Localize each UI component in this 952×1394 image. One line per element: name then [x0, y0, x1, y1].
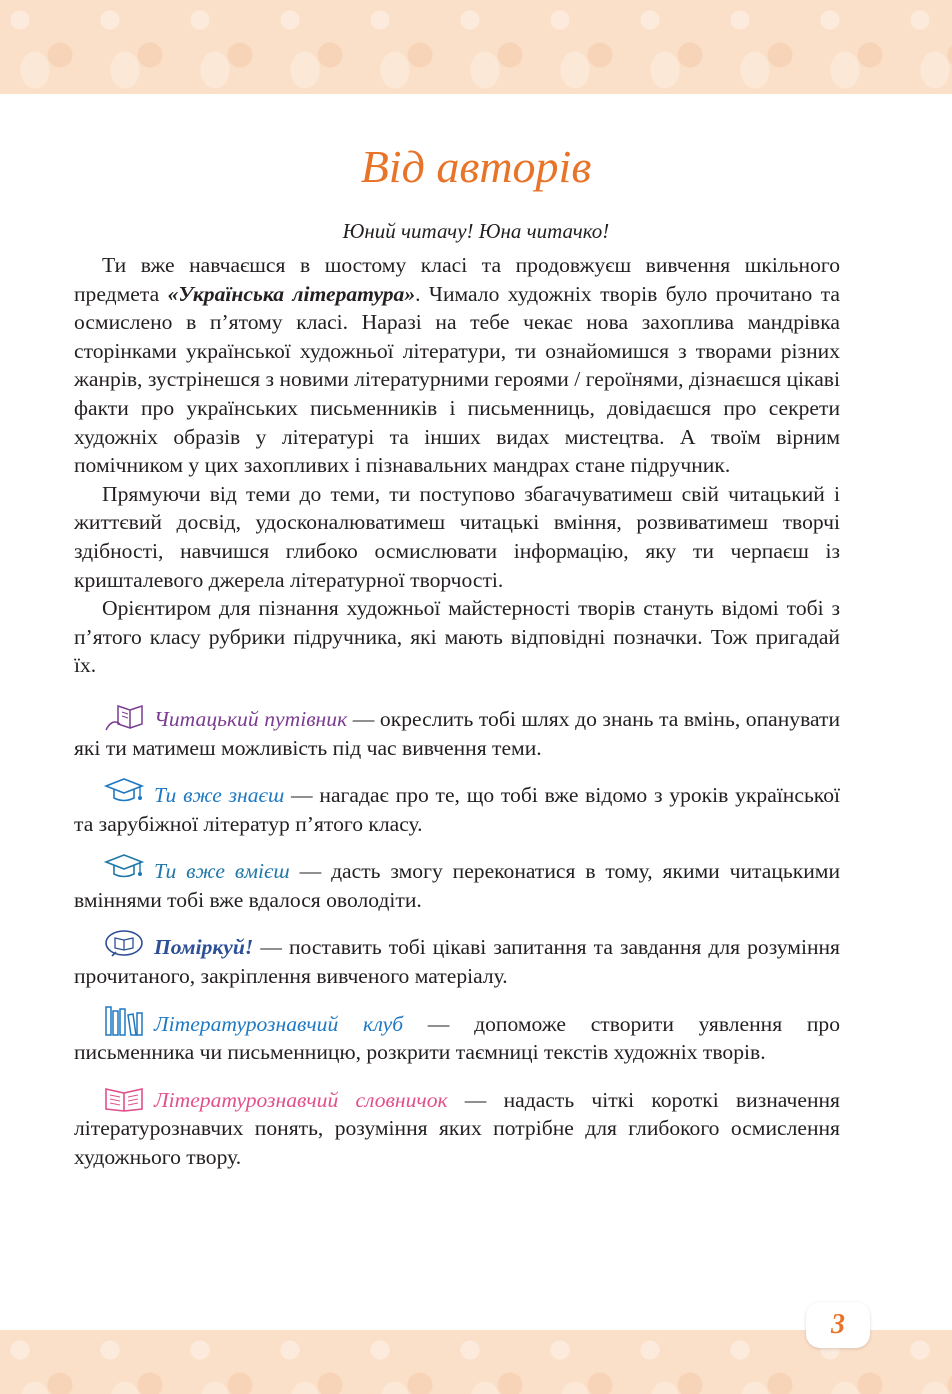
graduation-cap-icon — [102, 852, 148, 884]
subject-name: «Українська література» — [167, 281, 416, 306]
page-subtitle: Юний читачу! Юна читачко! — [342, 219, 610, 243]
page-title: Від авторів — [360, 141, 592, 192]
rubric-think: Поміркуй! — поставить тобі цікаві запитання та завдання для розуміння прочитаного, закріплення вивченого матеріалу. — [74, 928, 840, 990]
rubric-name: Поміркуй! — [154, 935, 254, 960]
rubric-literary-club: Літературознавчий клуб — допоможе створити уявлення про письменника чи письменницю, розкрити таємниці текстів художніх творів. — [74, 1005, 840, 1067]
rubric-name: Літературознавчий словничок — [154, 1087, 448, 1112]
intro-paragraph-3: Орієнтиром для пізнання художньої майстерності творів стануть відомі тобі з п’ятого класу рубрики підручника, які мають відповідні позначки. Тож пригадай їх. — [74, 596, 840, 678]
intro-paragraph-2: Прямуючи від теми до теми, ти поступово збагачуватимеш свій читацький і життєвий досвід, удосконалюватимеш читацькі вміння, розвиватимеш творчі здібності, навчишся глибоко осмислювати інформацію, яку ти черпаєш із кришталевого джерела літературної творчості. — [74, 481, 840, 592]
decorative-header-band — [0, 0, 952, 94]
rubric-name: Читацький путівник — [154, 706, 348, 731]
rubric-literary-glossary: Літературознавчий словничок — надасть чіткі короткі визначення літературознавчих понять, розуміння яких потрібне для глибокого осмислення художнього твору. — [74, 1081, 840, 1172]
graduation-cap-icon — [102, 776, 148, 808]
open-book-icon — [102, 1081, 148, 1113]
rubric-you-can: Ти вже вмієш — дасть змогу переконатися в тому, якими читацькими вміннями тобі вже вдалося оволодіти. — [74, 852, 840, 914]
rubric-name: Ти вже знаєш — [154, 783, 285, 808]
rubric-name: Літературознавчий клуб — [154, 1011, 404, 1036]
main-content — [74, 251, 840, 1172]
think-book-icon — [102, 928, 148, 960]
reader-guide-icon — [102, 700, 148, 732]
page-number: 3 — [806, 1302, 870, 1348]
intro-paragraph-1: Ти вже навчаєшся в шостому класі та продовжуєш вивчення шкільного предмета «Українська література». Чимало художніх творів було прочитано та осмислено в п’ятому класі. Наразі на тебе чекає нова захоплива мандрівка сторінками української художньої літератури, ти ознайомишся з творами різних жанрів, зустрінешся з новими літературними героями / героїнями, дізнаєшся цікаві факти про українських письменників і письменниць, довідаєшся про секрети художніх образів у літературі та інших видах мистецтва. А твоїм вірним помічником у цих захопливих і пізнавальних мандрах стане підручник. — [74, 253, 840, 478]
rubric-reader-guide: Читацький путівник — окреслить тобі шлях до знань та вмінь, опанувати які ти матимеш можливість під час вивчення теми. — [74, 700, 840, 762]
bookshelf-icon — [102, 1005, 148, 1037]
rubric-name: Ти вже вмієш — [154, 859, 290, 884]
rubric-you-know: Ти вже знаєш — нагадає про те, що тобі вже відомо з уроків української та зарубіжної літератур п’ятого класу. — [74, 776, 840, 838]
